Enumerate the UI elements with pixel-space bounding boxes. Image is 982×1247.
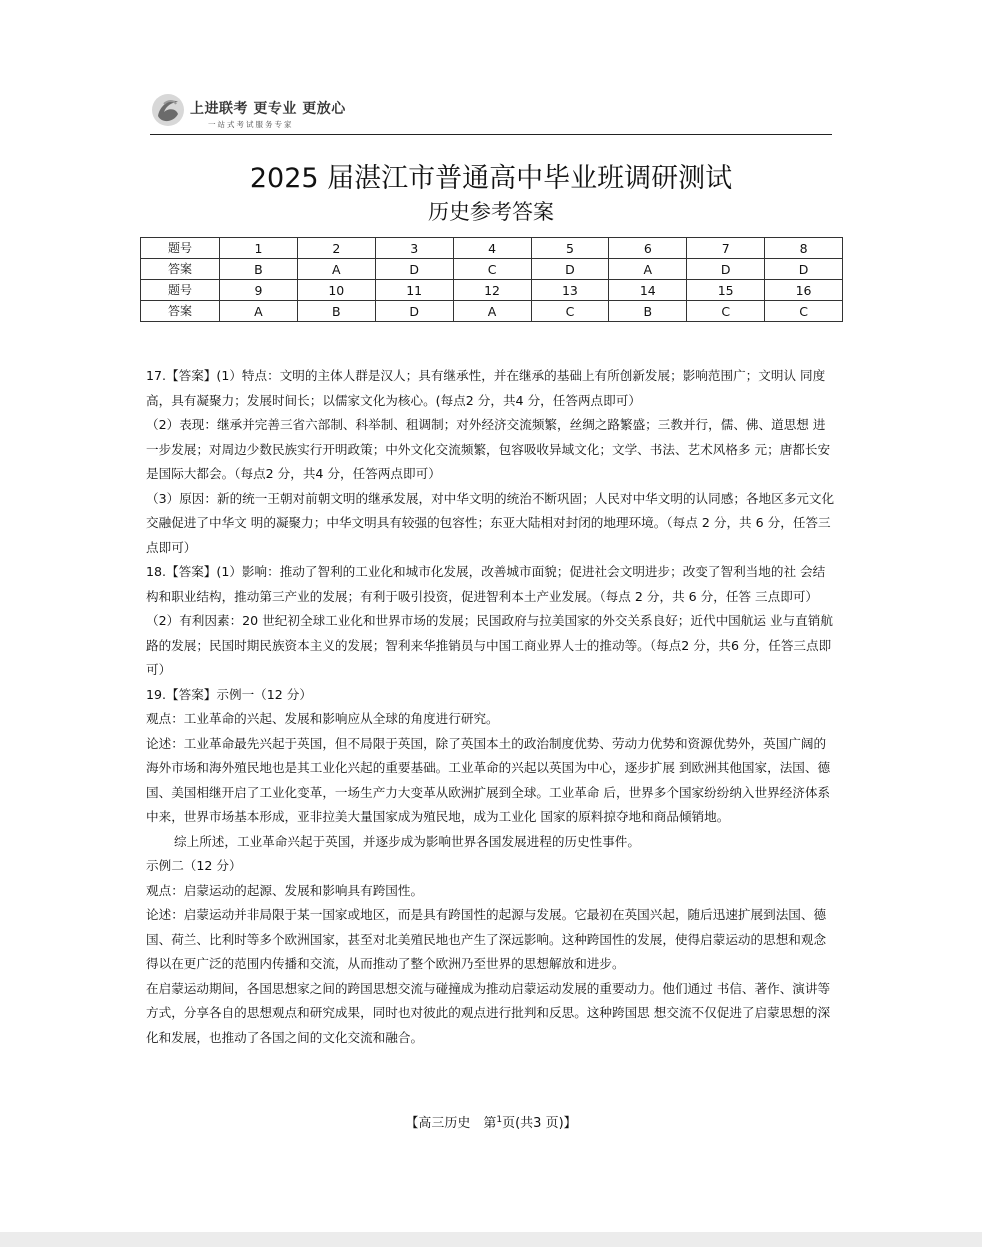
paragraph-q17-2: （2）表现：继承并完善三省六部制、科举制、租调制；对外经济交流频繁，丝绸之路繁盛；三教并行，儒、佛、道思想 进一步发展；对周边少数民族实行开明政策；中外文化交流频繁，包容吸收异域文化；文学、书法、艺术风格多 元；唐都长安是国际大都会。（每点2 分，共4 分，任答两点即可） xyxy=(146,417,831,481)
table-cell: 4 xyxy=(453,238,531,259)
table-cell: 11 xyxy=(375,280,453,301)
table-cell: A xyxy=(220,301,298,322)
table-cell: B xyxy=(609,301,687,322)
table-cell: C xyxy=(453,259,531,280)
answer-body-text xyxy=(146,364,836,1050)
table-row xyxy=(141,259,843,280)
logo-swirl-icon xyxy=(150,92,186,128)
page-footer xyxy=(0,1112,982,1131)
table-cell: C xyxy=(531,301,609,322)
paragraph-q19-ex1-summary: 综上所述，工业革命兴起于英国，并逐步成为影响世界各国发展进程的历史性事件。 xyxy=(174,833,640,849)
table-row xyxy=(141,238,843,259)
table-cell: 8 xyxy=(765,238,843,259)
table-cell: 14 xyxy=(609,280,687,301)
table-cell: B xyxy=(220,259,298,280)
paragraph-q19-ex2-heading: 示例二（12 分） xyxy=(146,858,242,873)
paragraph-q17-3: （3）原因：新的统一王朝对前朝文明的继承发展，对中华文明的统治不断巩固；人民对中华文明的认同感；各地区多元文化交融促进了中华文 明的凝聚力；中华文明具有较强的包容性；东亚大陆相对封闭的地理环境。（每点 2 分，共 6 分，任答三点即可） xyxy=(146,490,835,555)
table-cell: 3 xyxy=(375,238,453,259)
table-cell: 13 xyxy=(531,280,609,301)
brand-tagline: 一站式考试服务专家 xyxy=(208,120,294,129)
footer-prefix: 【高三历史 第 xyxy=(405,1116,497,1131)
table-cell: B xyxy=(297,301,375,322)
document-subtitle: 历史参考答案 xyxy=(428,200,554,224)
paragraph-q19-ex2-argument-2: 在启蒙运动期间，各国思想家之间的跨国思想交流与碰撞成为推动启蒙运动发展的重要动力。他们通过 书信、著作、演讲等方式，分享各自的思想观点和研究成果，同时也对彼此的观点进行批判和反思。这种跨国思 想交流不仅促进了启蒙思想的深化和发展，也推动了各国之间的文化交流和融合。 xyxy=(146,980,831,1045)
row-label: 题号 xyxy=(141,280,220,301)
table-cell: 5 xyxy=(531,238,609,259)
table-cell: C xyxy=(765,301,843,322)
footer-suffix: 页(共3 页)】 xyxy=(502,1116,577,1131)
table-cell: D xyxy=(687,259,765,280)
paragraph-q19-ex1-view: 观点：工业革命的兴起、发展和影响应从全球的角度进行研究。 xyxy=(146,711,499,726)
document-title: 2025 届湛江市普通高中毕业班调研测试 xyxy=(249,163,733,194)
table-cell: 7 xyxy=(687,238,765,259)
table-cell: 12 xyxy=(453,280,531,301)
table-cell: 1 xyxy=(220,238,298,259)
row-label: 题号 xyxy=(141,238,220,259)
table-cell: D xyxy=(375,301,453,322)
scan-bottom-edge xyxy=(0,1232,982,1247)
table-cell: C xyxy=(687,301,765,322)
row-label: 答案 xyxy=(141,301,220,322)
table-cell: D xyxy=(375,259,453,280)
paragraph-q18-2: （2）有利因素：20 世纪初全球工业化和世界市场的发展；民国政府与拉美国家的外交关系良好；近代中国航运 业与直销航路的发展；民国时期民族资本主义的发展；智利来华推销员与中国工商业界人士的推动等。（每点2 分，共6 分，任答三点即可） xyxy=(146,613,833,677)
paragraph-q19-ex1-argument: 论述：工业革命最先兴起于英国，但不局限于英国，除了英国本土的政治制度优势、劳动力优势和资源优势外，英国广阔的海外市场和海外殖民地也是其工业化兴起的重要基础。工业革命的兴起以英国为中心，逐步扩展 到欧洲其他国家，法国、德国、美国相继开启了工业化变革，一场生产力大变革从欧洲扩展到全球。工业革命 后，世界多个国家纷纷纳入世界经济体系中来，世界市场基本形成，亚非拉美大量国家成为殖民地，成为工业化 国家的原料掠夺地和商品倾销地。 xyxy=(146,735,831,824)
table-cell: 6 xyxy=(609,238,687,259)
header xyxy=(150,92,832,136)
footer-page-number: 1 xyxy=(496,1115,503,1125)
brand-name: 上进联考 更专业 更放心 xyxy=(190,101,346,117)
table-row xyxy=(141,301,843,322)
table-cell: D xyxy=(531,259,609,280)
table-cell: A xyxy=(297,259,375,280)
paragraph-q19-ex2-view: 观点：启蒙运动的起源、发展和影响具有跨国性。 xyxy=(146,882,424,898)
table-cell: 2 xyxy=(297,238,375,259)
table-cell: D xyxy=(765,259,843,280)
answer-table xyxy=(140,237,843,322)
table-cell: 10 xyxy=(297,280,375,301)
table-cell: A xyxy=(453,301,531,322)
table-cell: 16 xyxy=(765,280,843,301)
paragraph-q19-ex2-argument: 论述：启蒙运动并非局限于某一国家或地区，而是具有跨国性的起源与发展。它最初在英国兴起，随后迅速扩展到法国、德国、荷兰、比利时等多个欧洲国家，甚至对北美殖民地也产生了深远影响。这种跨国性的发展，使得启蒙运动的思想和观念得以在更广泛的范围内传播和交流，从而推动了整个欧洲乃至世界的思想解放和进步。 xyxy=(146,907,827,971)
table-cell: 9 xyxy=(220,280,298,301)
paragraph-q17-1: 17.【答案】(1）特点：文明的主体人群是汉人；具有继承性，并在继承的基础上有所创新发展；影响范围广；文明认 同度高，具有凝聚力；发展时间长；以儒家文化为核心。(每点2 分，共4 分，任答两点即可） xyxy=(146,368,826,408)
table-cell: 15 xyxy=(687,280,765,301)
paragraph-q19-heading: 19.【答案】示例一（12 分） xyxy=(146,686,312,702)
table-row xyxy=(141,280,843,301)
header-divider xyxy=(150,134,832,135)
table-cell: A xyxy=(609,259,687,280)
paragraph-q18-1: 18.【答案】(1）影响：推动了智利的工业化和城市化发展，改善城市面貌；促进社会文明进步；改变了智利当地的社 会结构和职业结构，推动第三产业的发展；有利于吸引投资，促进智利本土产业发展。（每点 2 分，共 6 分，任答 三点即可） xyxy=(146,564,826,604)
row-label: 答案 xyxy=(141,259,220,280)
